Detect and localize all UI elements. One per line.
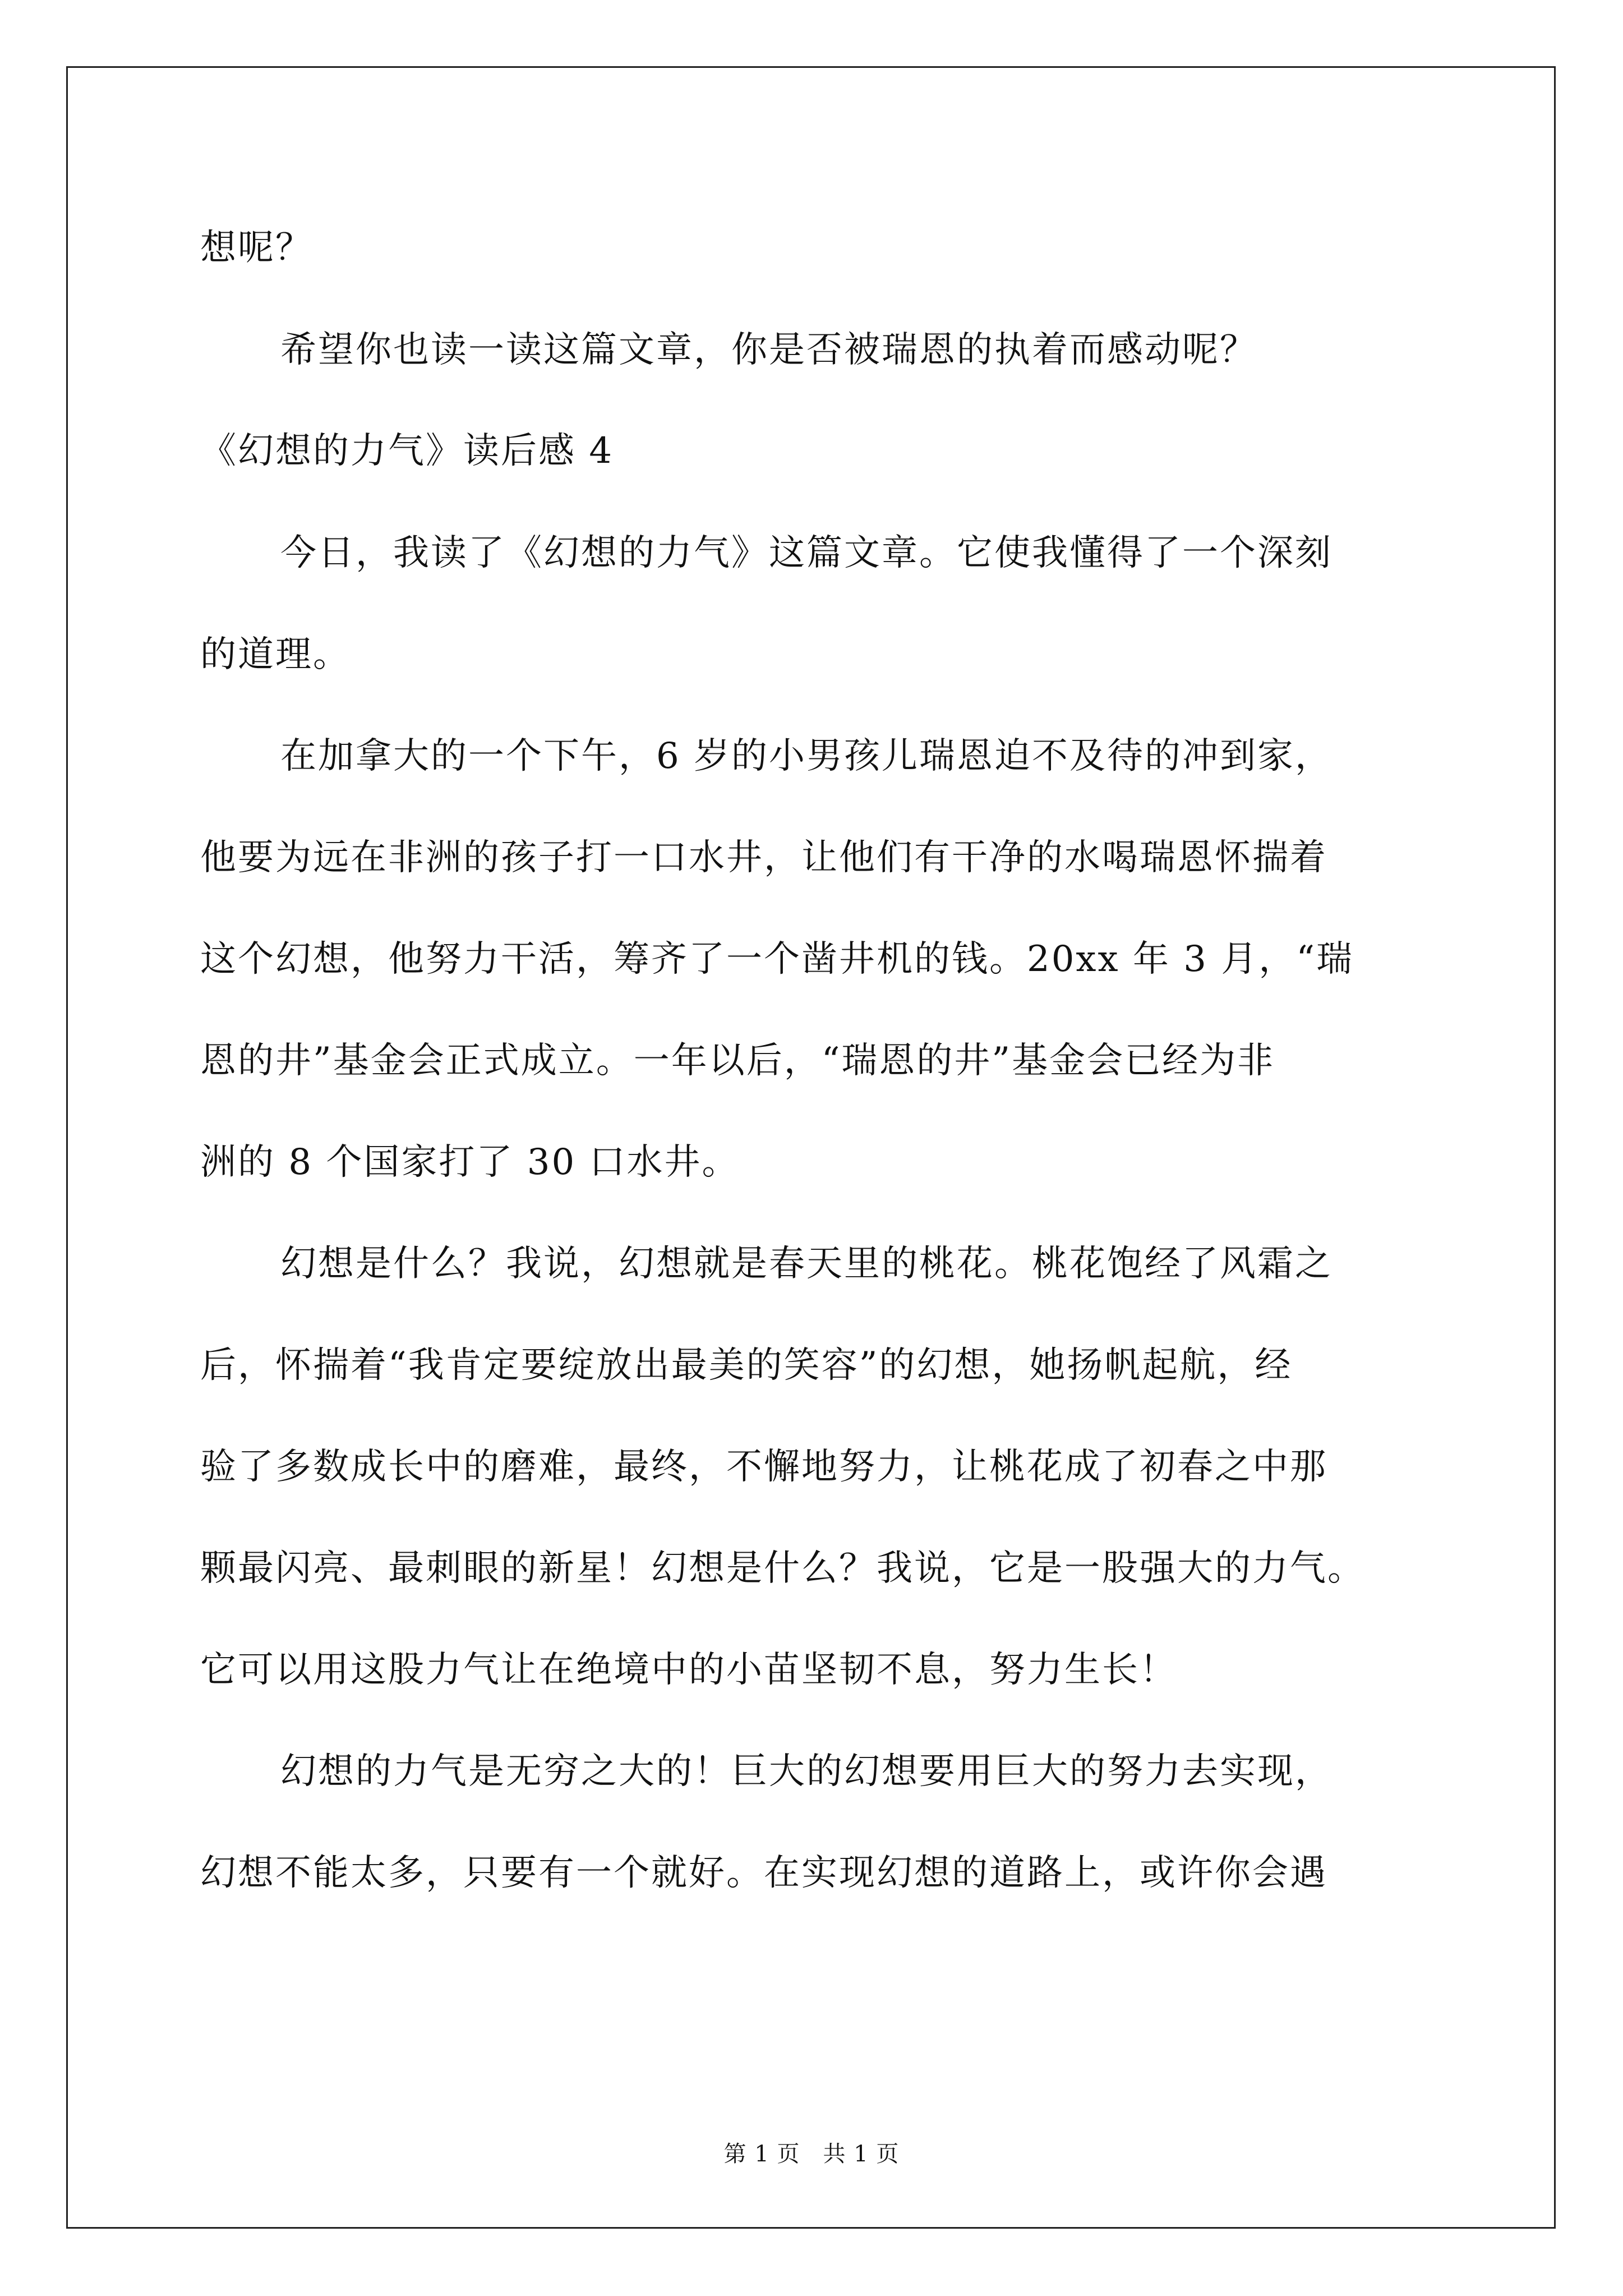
text-line: 在加拿大的一个下午，6 岁的小男孩儿瑞恩迫不及待的冲到家， — [280, 735, 1333, 777]
text-line: 洲的 8 个国家打了 30 口水井。 — [200, 1142, 740, 1183]
text-line: 幻想的力气是无穷之大的！巨大的幻想要用巨大的努力去实现， — [280, 1751, 1332, 1792]
text-line: 想呢？ — [200, 227, 313, 269]
section-heading: 《幻想的力气》读后感 4 — [200, 430, 614, 472]
text-line: 恩的井”基金会正式成立。一年以后，“瑞恩的井”基金会已经为非 — [200, 1040, 1275, 1082]
text-line: 幻想不能太多，只要有一个就好。在实现幻想的道路上，或许你会遇 — [200, 1852, 1327, 1894]
text-line: 幻想是什么？我说，幻想就是春天里的桃花。桃花饱经了风霜之 — [280, 1243, 1332, 1285]
text-line: 希望你也读一读这篇文章，你是否被瑞恩的执着而感动呢？ — [280, 329, 1257, 371]
text-line: 他要为远在非洲的孩子打一口水井，让他们有干净的水喝瑞恩怀揣着 — [200, 837, 1327, 878]
text-line: 后，怀揣着“我肯定要绽放出最美的笑容”的幻想，她扬帆起航，经 — [200, 1345, 1293, 1386]
page-number-footer: 第 1 页 共 1 页 — [723, 2141, 900, 2167]
text-line: 颗最闪亮、最刺眼的新星！幻想是什么？我说，它是一股强大的力气。 — [200, 1548, 1365, 1589]
text-line: 今日，我读了《幻想的力气》这篇文章。它使我懂得了一个深刻 — [280, 532, 1332, 574]
text-line: 它可以用这股力气让在绝境中的小苗坚韧不息，努力生长！ — [200, 1649, 1177, 1691]
text-line: 这个幻想，他努力干活，筹齐了一个凿井机的钱。20xx 年 3 月，“瑞 — [200, 938, 1354, 980]
text-line: 验了多数成长中的磨难，最终，不懈地努力，让桃花成了初春之中那 — [200, 1446, 1327, 1488]
text-line: 的道理。 — [200, 634, 351, 675]
